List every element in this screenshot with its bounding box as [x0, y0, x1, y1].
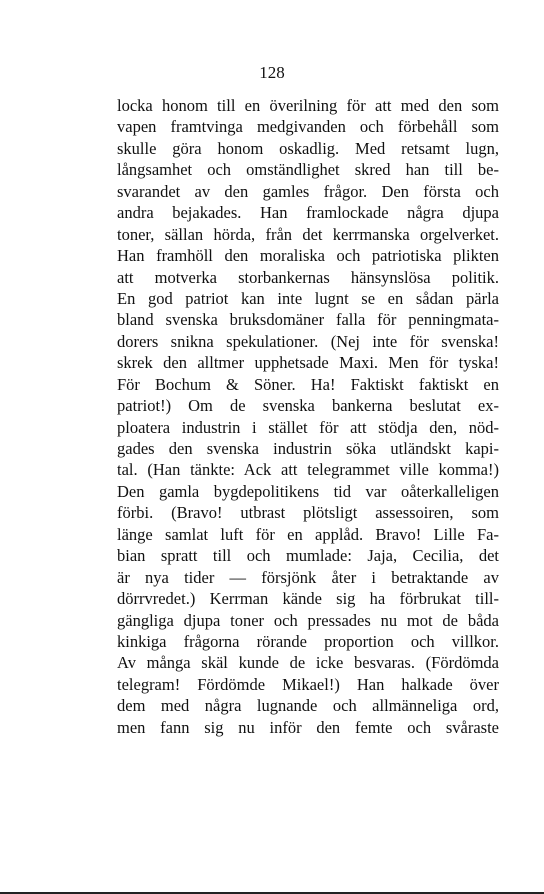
- text-line: långsamhet och omständlighet skred han till be-: [117, 160, 499, 180]
- text-line: länge samlat luft för en applåd. Bravo! Lille Fa-: [117, 524, 499, 544]
- text-line: bland svenska bruksdomäner falla för penningmata-: [117, 310, 499, 330]
- text-line: dem med några lugnande och allmänneliga ord,: [117, 696, 499, 716]
- text-line: Han framhöll den moraliska och patriotiska plikten: [117, 246, 499, 266]
- page-number: 128: [259, 63, 285, 82]
- text-line: toner, sällan hörda, från det kerrmanska orgelverket.: [117, 224, 499, 244]
- text-line: men fann sig nu inför den femte och svåraste: [117, 717, 499, 737]
- text-line: Den gamla bygdepolitikens tid var oåterkalleligen: [117, 481, 499, 501]
- text-line: gades den svenska industrin söka utländskt kapi-: [117, 439, 499, 458]
- text-line: är nya tider — försjönk åter i betraktande av: [117, 567, 499, 587]
- text-line: En god patriot kan inte lugnt se en sådan pärla: [117, 288, 499, 308]
- text-line: andra bejakades. Han framlockade några djupa: [117, 203, 499, 223]
- text-line: dörrvredet.) Kerrman kände sig ha förbrukat till-: [117, 589, 499, 609]
- text-line: dorers snikna spekulationer. (Nej inte för svenska!: [117, 331, 499, 351]
- text-line: kinkiga frågorna rörande proportion och villkor.: [117, 631, 499, 651]
- text-line: Av många skäl kunde de icke besvaras. (Fördömda: [117, 653, 499, 673]
- body-text: [117, 95, 499, 738]
- text-line: tal. (Han tänkte: Ack att telegrammet ville komma!): [117, 460, 499, 480]
- text-line: att motverka storbankernas hänsynslösa politik.: [117, 267, 499, 287]
- text-line: skrek den alltmer upphetsade Maxi. Men för tyska!: [117, 353, 499, 373]
- text-line: För Bochum & Söner. Ha! Faktiskt faktiskt en: [117, 374, 499, 394]
- text-line: gängliga djupa toner och pressades nu mot de båda: [117, 610, 499, 630]
- text-line: patriot!) Om de svenska bankerna beslutat ex-: [117, 396, 499, 416]
- text-line: telegram! Fördömde Mikael!) Han halkade över: [117, 674, 499, 694]
- text-line: skulle göra honom oskadlig. Med retsamt lugn,: [117, 138, 499, 158]
- text-line: vapen framtvinga medgivanden och förbehåll som: [117, 117, 499, 137]
- text-line: ploatera industrin i stället för att stödja den, nöd-: [117, 417, 499, 437]
- text-line: bian spratt till och mumlade: Jaja, Cecilia, det: [117, 546, 499, 566]
- text-line: locka honom till en överilning för att med den som: [117, 96, 499, 115]
- text-line: förbi. (Bravo! utbrast plötsligt assessoiren, som: [117, 503, 499, 523]
- text-line: svarandet av den gamles frågor. Den första och: [117, 181, 499, 201]
